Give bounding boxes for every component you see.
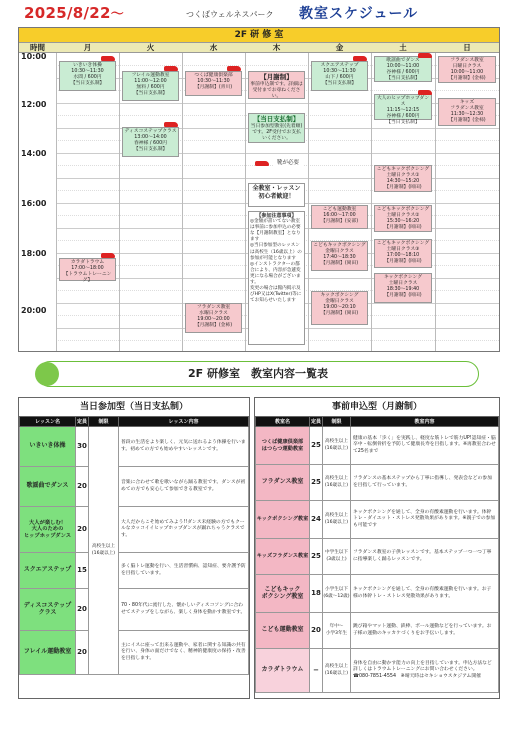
time-label: 12:00 [21,100,47,109]
legend-daily-text: 当日参加型教室(先着順)です。2F受付でお支払いください。 [250,124,303,141]
lesson-capacity: 20 [76,467,89,507]
class-sun-kids-hula[interactable]: キッズ フラダンス教室 11:30〜12:30 【月謝制】(金柿) [438,98,496,126]
table-row [20,507,249,553]
lesson-capacity: 20 [76,507,89,553]
page-title: 教室スケジュール [299,6,419,22]
notice-text: ◎金額が書いてない教室は事前に参加申込の必要な【月謝制教室】となります ◎当日参加型のレッスンは高校生（16歳以上）の参加が可能となります ◎インストラクターの都合により、内容が急遽変更になる場合がございます。 変更の場合は館内掲示及びHP又はX(Twitter)等にてお知らせいたします [250,219,302,304]
col-header: 定員 [310,417,323,427]
col-header: 教室名 [256,417,310,427]
lesson-capacity: 20 [76,589,89,631]
class-name: つくば健康倶楽部 はつらつ運動教室 [256,427,310,465]
class-desc: 身体を自由に動かす能力の向上を目指しています。申込方法など詳しくはトラウムトレーニングにお問い合わせください。 ☎080-7851-4554 ※晴天時はセキショウスタジアム開催 [351,649,499,693]
legend-daily [248,113,305,143]
shoe-icon [227,66,241,71]
lesson-desc: 主にイスに座って出来る運動や、家者に関する知識の共有を行い、身体の面だけでなく、精神的健康度の保持・改善を目指します。 [119,631,249,675]
class-sat-kids-kick3[interactable]: こどもキックボクシング 土曜日クラス③ 17:00〜18:10 【月謝制】(岡田) [374,239,432,268]
table-header [256,417,499,427]
day-header-row [19,42,499,53]
lesson-capacity: 30 [76,427,89,467]
table-row [256,649,499,693]
class-capacity: 24 [310,501,323,539]
lesson-desc: 70・80年代に流行した、懐かしいディスコソングに合わせてステップをしながら、楽しく身体を動かす教室です。 [119,589,249,631]
class-desc: フラダンスの基本ステップから丁寧に指導し、発表会などの参加を目指して行っています。 [351,465,499,501]
table-row [20,589,249,631]
class-name: こども運動教室 [256,613,310,649]
lesson-limit: 高校生以上 (16歳以上) [89,427,119,675]
legend-monthly-title: 【月謝制】 [260,73,293,81]
table-row [20,467,249,507]
welcome-note: 全教室・レッスン 初心者歓迎！ [248,183,305,207]
class-sat-hiphop[interactable]: 大人のヒップホップダンス 11:15〜12:15 谷神様 / 600円 【当日支払制】 [374,94,432,120]
class-sat-kick[interactable]: キックボクシング 土曜日クラス 18:30〜19:40 【月謝制】(岡田) [374,273,432,303]
class-wed-hula[interactable]: フラダンス教室 水曜日クラス 19:00〜20:00 【月謝制】(金柿) [185,303,242,333]
legend-monthly [248,71,305,99]
class-limit: 高校生以上 (16歳以上) [323,465,351,501]
class-desc: キックボクシングを通して、全身の有酸素運動を行います。お子様の体幹トレ・ストレス発散効果があります。 [351,575,499,613]
class-capacity: 25 [310,427,323,465]
header-org: つくばウェルネスパーク [186,10,274,19]
class-limit: 中学生以下 (3歳以上) [323,539,351,575]
lesson-desc: 普段の生活をより楽しく、元気に送れるよう体操を行います。初めての方でも始めやすいレッスンです。 [119,427,249,467]
monthly-pay-panel [254,397,500,699]
class-capacity: 25 [310,539,323,575]
class-fri-square[interactable]: スクエアステップ 10:30〜11:30 山下 / 600円 【当日支払制】 [311,61,368,91]
table-row [256,427,499,465]
class-limit: 小学生以下 (6歳〜12歳) [323,575,351,613]
weekly-schedule [18,27,500,352]
class-name: キッズフラダンス教室 [256,539,310,575]
time-label: 16:00 [21,199,47,208]
day-sat: 土 [399,43,407,52]
day-sun: 日 [463,43,471,52]
monthly-pay-table [255,416,499,693]
header [0,0,516,26]
class-capacity: 25 [310,465,323,501]
class-limit: 年中〜 小学3年生 [323,613,351,649]
table-row [20,553,249,589]
lesson-name: いきいき体操 [20,427,76,467]
day-wed: 水 [209,43,218,52]
col-header: 教室内容 [351,417,499,427]
lesson-capacity: 15 [76,553,89,589]
lesson-name: スクエアステップ [20,553,76,589]
class-fri-kick[interactable]: キックボクシング 金曜日クラス 19:00〜20:10 【月謝制】(岡田) [311,291,368,325]
class-capacity: 20 [310,613,323,649]
shoe-icon [353,56,367,61]
col-header: 定員 [76,417,89,427]
shoe-icon [101,56,115,61]
class-sat-kayo[interactable]: 歌謡曲でダンス 10:00〜11:00 谷神様 / 600円 【当日支払制】 [374,56,432,82]
time-label: 18:00 [21,249,47,258]
class-name: キックボクシング教室 [256,501,310,539]
table-row [256,575,499,613]
lesson-desc: 多く脳トレ運動を行い、生活習慣病、認知症、要介護予防を目指しています。 [119,553,249,589]
daily-pay-panel [18,397,250,699]
day-fri: 金 [335,43,344,52]
shoe-icon [418,90,432,95]
shoe-icon [101,253,115,258]
room-banner: 2F 研 修 室 [19,28,499,42]
class-name: こどもキック ボクシング教室 [256,575,310,613]
class-tue-disco[interactable]: ディスコステップクラス 13:00〜14:00 春神様 / 600円 【当日支払制】 [122,127,179,157]
legend-monthly-text: 事前申込制です。詳細は受付までお尋ねください。 [250,82,303,99]
lesson-name: 大人が楽しむ！ 大人のための ヒップホップダンス [20,507,76,553]
time-grid [19,53,499,351]
class-limit: 高校生以上 (16歳以上) [323,649,351,693]
class-capacity: − [310,649,323,693]
legend-daily-title: 【当日支払制】 [253,115,300,123]
table-header [20,417,249,427]
daily-pay-table [19,416,249,675]
daily-pay-title: 当日参加型（当日支払制） [79,402,188,412]
table-row [20,427,249,467]
section-bullet [35,362,59,386]
class-desc: フラダンス教室の子供レッスンです。基本ステップ一つ一つ丁寧に指導楽しく踊るレッスンです。 [351,539,499,575]
notice-title: 【参加注意事項】 [256,213,297,219]
header-date: 2025/8/22〜 [24,4,125,22]
table-row [256,501,499,539]
class-desc: キックボクシングを通して、全身の有酸素運動を行います。体幹トレ・ダイエット・ストレス発散効果があります。※親子での参加も可能です [351,501,499,539]
time-label: 10:00 [21,52,47,61]
class-sat-kids-kick2[interactable]: こどもキックボクシング 土曜日クラス② 15:30〜16:20 【月謝制】(岡田) [374,205,432,232]
class-sat-kids-kick1[interactable]: こどもキックボクシング 土曜日クラス① 14:30〜15:20 【月謝制】(岡田) [374,165,432,192]
class-sun-hula[interactable]: フラダンス教室 日曜日クラス 10:00〜11:00 【月謝制】(金柿) [438,56,496,83]
lesson-name: フレイル運動教室 [20,631,76,675]
class-limit: 高校生以上 (16歳以上) [323,501,351,539]
class-fri-kids-sport[interactable]: こども運動教室 16:00〜17:00 【月謝制】(安部) [311,205,368,229]
class-desc: 跳び箱やマット運動、鉄棒、ボール運動などを行っています。お子様の運動のキッカケづくりをお手伝いします。 [351,613,499,649]
class-name: カラダトラウム [256,649,310,693]
col-header: レッスン内容 [119,417,249,427]
lesson-name: 歌謡曲でダンス [20,467,76,507]
col-header: 制限 [89,417,119,427]
shoe-icon [164,66,178,71]
day-mon: 月 [83,43,92,52]
day-tue: 火 [146,43,155,52]
lesson-desc: 大人だからこそ始めてみよう!!ダンス未経験の方でもクールなカッコイイヒップホップダンスが踊れちゃうクラスです。 [119,507,249,553]
shoe-icon [418,53,432,58]
col-header: 制限 [323,417,351,427]
section-title: 2F 研修室 教室内容一覧表 [37,361,479,387]
time-header: 時間 [30,43,45,52]
shoe-icon [164,122,178,127]
class-fri-kids-kick[interactable]: こどもキックボクシング 金曜日クラス 17:40〜18:30 【月謝制】(岡田) [311,241,368,271]
col-header: レッスン名 [20,417,76,427]
lesson-desc: 音楽に合わせて歌を歌いながら踊る教室です。ダンスが初めての方でも安心して参加できる教室です。 [119,467,249,507]
monthly-pay-title: 事前申込型（月謝制） [331,402,422,412]
class-name: フラダンス教室 [256,465,310,501]
table-row [20,631,249,675]
class-mon-karada[interactable]: カラダトラウム 17:00〜18:00 【トラウムトレーニング】 [59,258,116,281]
class-tue-frail[interactable]: フレイル運動教室 11:00〜12:00 無料 / 600円 【当日支払制】 [122,71,179,101]
time-label: 20:00 [21,306,47,315]
shoe-note: 靴が必要 [273,159,303,169]
day-thu: 木 [272,43,281,52]
time-label: 14:00 [21,149,47,158]
lesson-name: ディスコステップ クラス [20,589,76,631]
class-mon-ikiiki[interactable]: いきいき体操 10:30〜11:30 水間 / 600円 【当日支払制】 [59,61,116,91]
notice-box [248,211,305,345]
shoe-icon [255,161,269,166]
table-row [256,613,499,649]
class-wed-tsukuba[interactable]: つくば健康倶楽部 10:30〜11:30 【月謝制】(青川) [185,71,242,96]
class-capacity: 18 [310,575,323,613]
class-desc: 健康の基本「歩く」を実践し、軽度な筋トレで筋力UP!認知症・脳卒中・転倒骨折を予防して健康長寿を目指します。※再教室合わせて25名まで [351,427,499,465]
table-row [256,465,499,501]
lesson-capacity: 20 [76,631,89,675]
class-limit: 高校生以上 (16歳以上) [323,427,351,465]
table-row [256,539,499,575]
